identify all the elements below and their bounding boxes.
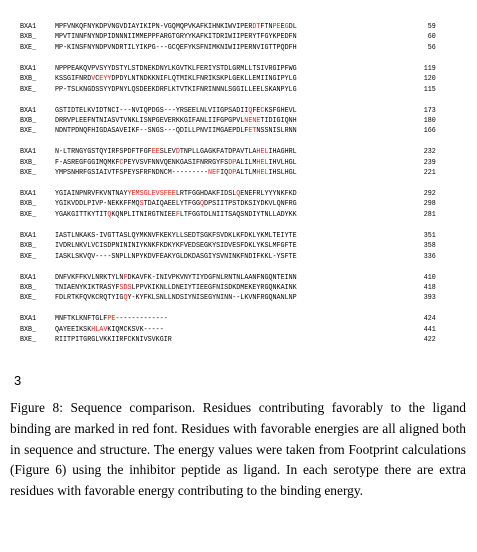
- sequence-name: BXA1: [20, 23, 37, 31]
- caption-label: Figure 8:: [10, 400, 63, 415]
- sequence-residues: [55, 64, 414, 74]
- residue-segment: NDNTPDNQFHIGDASAVEIKF--SNGS---QDILLPNVIIMGAEPDLF: [54, 127, 249, 136]
- favorable-residue: YEMSGLEVSFEE: [127, 190, 176, 199]
- residue-segment: MPFVNKQFNYKDPVNGVDIAYIKIPN-VGQMQPVKAFKIHNKIWVIPER: [54, 23, 253, 31]
- residue-segment: MPVTINNFNYNDPIDNNNIIMMEPPFARGTGRYYKAFKITDRIWIIPERYTFGYKPEDFN: [54, 33, 297, 42]
- favorable-residue: Q: [107, 210, 112, 219]
- residue-segment: IHSLHGL: [268, 169, 297, 178]
- residue-position: 59: [427, 23, 436, 31]
- favorable-residue: EE: [151, 148, 160, 157]
- panel-label: 3: [14, 373, 22, 388]
- alignment-row: [20, 241, 436, 251]
- residue-segment: IHAGHRL: [268, 148, 297, 157]
- sequence-residues: [55, 22, 414, 32]
- sequence-residues: [55, 158, 414, 168]
- sequence-residues: [55, 293, 414, 303]
- sequence-name: BXA1: [20, 190, 37, 199]
- favorable-residue: D: [175, 148, 180, 157]
- favorable-residue: G: [284, 23, 289, 31]
- sequence-name: BXA1: [20, 64, 37, 73]
- alignment-block: [20, 22, 436, 53]
- favorable-residue: V: [91, 75, 96, 84]
- favorable-residue: ET: [248, 127, 257, 136]
- residue-position: 298: [423, 200, 436, 209]
- alignment-row: [20, 314, 436, 324]
- sequence-name: BXE_: [20, 43, 37, 52]
- residue-segment: YGAKGITTKYTIT: [54, 210, 108, 219]
- favorable-residue: HEL: [256, 169, 269, 178]
- sequence-name: BXB_: [20, 158, 37, 167]
- alignment-row: [20, 273, 436, 283]
- sequence-residues: [55, 231, 414, 241]
- alignment-row: [20, 106, 436, 116]
- residue-segment: -------------: [115, 315, 168, 324]
- sequence-residues: [55, 168, 414, 178]
- alignment-row: [20, 325, 436, 335]
- residue-segment: KIQMCKSVK-----: [107, 325, 164, 334]
- sequence-name: BXB_: [20, 33, 37, 42]
- alignment-row: [20, 335, 436, 345]
- sequence-residues: [55, 43, 414, 53]
- alignment-row: [20, 189, 436, 199]
- sequence-name: BXE_: [20, 252, 37, 261]
- sequence-name: BXE_: [20, 169, 37, 178]
- sequence-residues: [55, 106, 414, 116]
- alignment-row: [20, 126, 436, 136]
- favorable-residue: EYY: [99, 75, 112, 84]
- residue-segment: IQ: [220, 169, 229, 178]
- residue-segment: IHVLHGL: [268, 158, 297, 167]
- sequence-name: BXB_: [20, 116, 37, 125]
- residue-segment: FDLRTKFQVKCRQTYIG: [54, 294, 124, 303]
- residue-position: 281: [423, 210, 436, 219]
- alignment-row: [20, 252, 436, 262]
- alignment-row: [20, 22, 436, 32]
- alignment-row: [20, 283, 436, 293]
- alignment-block: [20, 106, 436, 137]
- residue-segment: PP-TSLKNGDSSYYDPNYLQSDEEKDRFLKTVTKIFNRINNNLSGGILLEELSKANPYLG: [54, 85, 297, 94]
- alignment-row: [20, 231, 436, 241]
- residue-position: 292: [423, 190, 436, 199]
- alignment-row: [20, 168, 436, 178]
- alignment-block: [20, 64, 436, 95]
- residue-segment: NPPPEAKQVPVSYYDSTYLSTDNEKDNYLKGVTKLFERIYSTDLGRMLLTSIVRGIPFWG: [54, 64, 297, 73]
- residue-segment: KQNPLITNIRGTNIEE: [111, 210, 176, 219]
- sequence-residues: [55, 325, 414, 335]
- favorable-residue: S: [139, 200, 144, 209]
- residue-position: 115: [423, 85, 436, 94]
- sequence-residues: [55, 32, 414, 42]
- alignment-block: [20, 273, 436, 304]
- residue-segment: DKAVFK-INIVPKVNYTIYDGFNLRNTNLAANFNGQNTEINN: [127, 273, 297, 282]
- residue-segment: LTFGGTDLNIITSAQSNDIYTNLLADYKK: [179, 210, 297, 219]
- residue-segment: Y-KYFKLSNLLNDSIYNISEGYNINN--LKVNFRGQNANLNP: [127, 294, 297, 303]
- sequence-residues: [55, 85, 414, 95]
- sequence-name: BXA1: [20, 315, 37, 324]
- residue-position: 424: [423, 315, 436, 324]
- favorable-residue: DP: [228, 169, 237, 178]
- alignment-row: [20, 210, 436, 220]
- residue-segment: MP-KINSFNYNDPVNDRTILYIKPG---GCQEFYKSFNIMKNIWIIPERNVIGTTPQDFH: [54, 43, 297, 52]
- residue-segment: DPDYLNTNDKKNIFLQTMIKLFNRIKSKPLGEKLLEMIINGIPYLG: [111, 75, 297, 84]
- residue-segment: F-ASREGFGGIMQMKF: [54, 158, 120, 167]
- residue-segment: DRRVPLEEFNTNIASVTVNKLISNPGEVERKKGIFANLIIFGPGPVL: [54, 116, 245, 125]
- sequence-name: BXB_: [20, 283, 37, 292]
- residue-position: 120: [423, 75, 436, 84]
- alignment-row: [20, 43, 436, 53]
- residue-position: 180: [423, 116, 436, 125]
- residue-position: 418: [423, 283, 436, 292]
- alignment-row: [20, 116, 436, 126]
- residue-position: 441: [423, 325, 436, 334]
- alignment-row: [20, 293, 436, 303]
- sequence-name: BXE_: [20, 85, 37, 94]
- favorable-residue: F: [175, 210, 180, 219]
- residue-segment: MNFTKLKNFTGLF: [54, 315, 108, 324]
- sequence-name: BXA1: [20, 148, 37, 157]
- residue-segment: IASKLSKVQV----SNPLLNPYKDVFEAKYGLDKDASGIYSVNINKFNDIFKKL-YSFTE: [54, 252, 297, 261]
- sequence-residues: [55, 116, 414, 126]
- residue-position: 410: [423, 273, 436, 282]
- favorable-residue: C: [119, 158, 124, 167]
- residue-position: 393: [423, 294, 436, 303]
- residue-segment: IVDRLNKVLVCISDPNININIYKNKFKDKYKFVEDSEGKYSIDVESFDKLYKSLMFGFTE: [54, 242, 297, 251]
- residue-segment: DNFVKFFKVLNRKTYLN: [54, 273, 124, 282]
- alignment-block: [20, 189, 436, 220]
- alignment-row: [20, 147, 436, 157]
- favorable-residue: DP: [228, 158, 237, 167]
- favorable-residue: PE: [107, 315, 116, 324]
- favorable-residue: NENE: [244, 116, 261, 125]
- sequence-residues: [55, 335, 414, 345]
- residue-position: 60: [427, 33, 436, 42]
- residue-segment: TNIAENYKIKTRASYF: [54, 283, 120, 292]
- residue-segment: LPPVKIKNLLDNEIYTIEEGFNISDKDMEKEYRGQNKAINK: [131, 283, 297, 292]
- residue-segment: LRTFGGHDAKFIDSL: [175, 190, 237, 199]
- sequence-residues: [55, 147, 414, 157]
- favorable-residue: Q: [200, 200, 205, 209]
- residue-segment: ALILM: [236, 158, 257, 167]
- favorable-residue: Q: [123, 294, 128, 303]
- sequence-residues: [55, 273, 414, 283]
- residue-segment: DPSIITPSTDKSIYDKVLQNFRG: [204, 200, 297, 209]
- residue-position: 351: [423, 231, 436, 240]
- alignment-block: [20, 314, 436, 345]
- alignment-row: [20, 74, 436, 84]
- sequence-name: BXE_: [20, 210, 37, 219]
- residue-position: 358: [423, 242, 436, 251]
- residue-segment: TIDIGIQNH: [260, 116, 297, 125]
- favorable-residue: PE: [272, 23, 281, 31]
- sequence-name: BXB_: [20, 200, 37, 209]
- sequence-name: BXE_: [20, 336, 37, 345]
- residue-segment: FE: [252, 106, 261, 115]
- sequence-residues: [55, 283, 414, 293]
- residue-position: 232: [423, 148, 436, 157]
- sequence-name: BXB_: [20, 75, 37, 84]
- alignment-row: [20, 158, 436, 168]
- residue-segment: PEYVSVFNNVQENKGASIFNRRGYFS: [123, 158, 229, 167]
- residue-segment: RIITPITGRGLVKKIIRFCKNIVSVKGIR: [54, 336, 172, 345]
- alignment-block: [20, 231, 436, 262]
- alignment-row: [20, 32, 436, 42]
- alignment-row: [20, 85, 436, 95]
- residue-segment: TNPLLGAGKFATDPAVTLA: [179, 148, 257, 157]
- residue-segment: QAYEEIKSK: [54, 325, 92, 334]
- favorable-residue: HLAV: [91, 325, 108, 334]
- residue-position: 166: [423, 127, 436, 136]
- sequence-residues: [55, 74, 414, 84]
- residue-segment: ALTLM: [236, 169, 257, 178]
- residue-segment: ENEFRLYYYNKFKD: [240, 190, 297, 199]
- residue-segment: FTN: [260, 23, 273, 31]
- residue-segment: GSTIDTELKVIDTNCI---NVIQPDGS---YRSEELNLVIIGPSADII: [54, 106, 249, 115]
- alignment-row: [20, 199, 436, 209]
- residue-segment: N-LTRNGYGSTQYIRFSPDFTFGF: [54, 148, 152, 157]
- residue-position: 119: [423, 64, 436, 73]
- sequence-name: BXA1: [20, 231, 37, 240]
- sequence-name: BXA1: [20, 273, 37, 282]
- sequence-residues: [55, 314, 414, 324]
- residue-position: 56: [427, 43, 436, 52]
- residue-segment: YGIAINPNRVFKVNTNAY: [54, 190, 128, 199]
- favorable-residue: NEF: [208, 169, 221, 178]
- residue-position: 336: [423, 252, 436, 261]
- favorable-residue: Q: [248, 106, 253, 115]
- favorable-residue: HEL: [256, 158, 269, 167]
- sequence-residues: [55, 210, 414, 220]
- sequence-residues: [55, 252, 414, 262]
- favorable-residue: SDS: [119, 283, 132, 292]
- residue-segment: TDAIQAEELYTFGG: [143, 200, 201, 209]
- sequence-name: BXE_: [20, 127, 37, 136]
- favorable-residue: DT: [252, 23, 261, 31]
- favorable-residue: F: [123, 273, 128, 282]
- alignment-row: [20, 64, 436, 74]
- sequence-residues: [55, 189, 414, 199]
- residue-segment: DL: [288, 23, 297, 31]
- residue-position: 239: [423, 158, 436, 167]
- residue-position: 173: [423, 106, 436, 115]
- residue-position: 422: [423, 336, 436, 345]
- residue-segment: KSSGIFNRD: [54, 75, 92, 84]
- sequence-name: BXB_: [20, 242, 37, 251]
- residue-segment: IASTLNKAKS-IVGTTASLQYMKNVFKEKYLLSEDTSGKFSVDKLKFDKLYKMLTEIYTE: [54, 231, 297, 240]
- figure-caption: [10, 398, 466, 502]
- favorable-residue: Q: [236, 190, 241, 199]
- residue-segment: SLEV: [159, 148, 176, 157]
- residue-segment: YGIKVDDLPIVP-NEKKFFMQ: [54, 200, 140, 209]
- sequence-name: BXB_: [20, 325, 37, 334]
- residue-position: 221: [423, 169, 436, 178]
- sequence-residues: [55, 241, 414, 251]
- sequence-residues: [55, 126, 414, 136]
- alignment-block: [20, 147, 436, 178]
- residue-segment: YMPSNHRFGSIAIVTFSPEYSFRFNDNCM---------: [54, 169, 209, 178]
- sequence-name: BXA1: [20, 106, 37, 115]
- sequence-name: BXE_: [20, 294, 37, 303]
- residue-segment: KSFGHEVL: [264, 106, 297, 115]
- caption-text: Sequence comparison. Residues contributing favorably to the ligand binding are marked in red font. Residues with favorable energies are all aligned both in sequence and structure. The energy values were taken from Footprint calculations (Figure 6) using the inhibitor peptide as ligand. In each serotype there are extra residues with favorable energy contributing to the binding energy.: [10, 400, 466, 499]
- residue-segment: E: [280, 23, 285, 31]
- residue-segment: NSSNISLRNN: [256, 127, 297, 136]
- favorable-residue: HEL: [256, 148, 269, 157]
- residue-segment: C: [95, 75, 100, 84]
- favorable-residue: C: [260, 106, 265, 115]
- sequence-residues: [55, 199, 414, 209]
- sequence-alignment: [20, 22, 436, 356]
